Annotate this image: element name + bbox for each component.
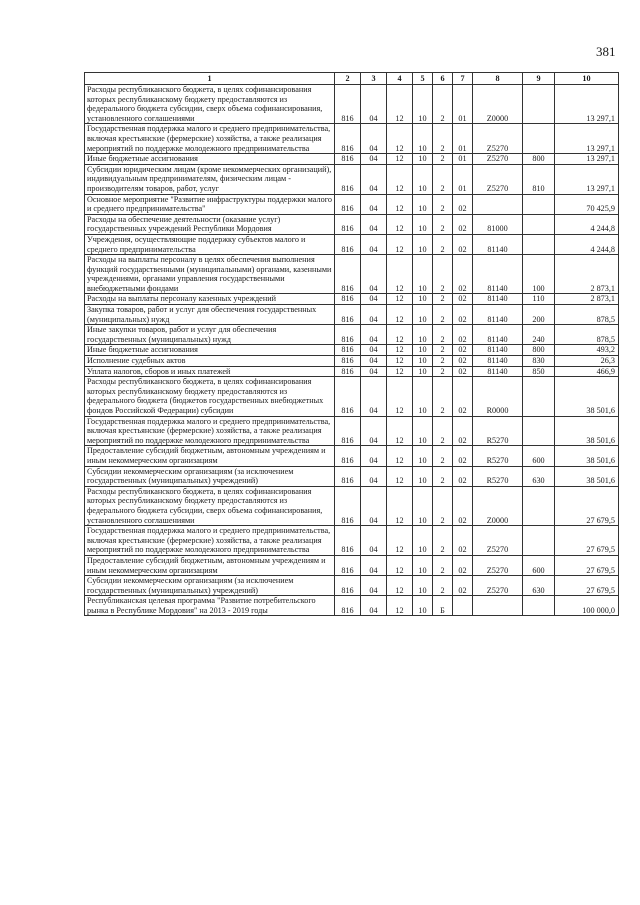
cell-direction: 81140 <box>473 255 523 294</box>
table-row <box>85 555 619 575</box>
cell-activity: 02 <box>453 377 473 416</box>
table-row <box>85 576 619 596</box>
row-description: Предоставление субсидий бюджетным, автономным учреждениям и иным некоммерческим организациям <box>85 446 335 466</box>
cell-subprogram: 2 <box>433 345 453 356</box>
cell-activity: 01 <box>453 164 473 194</box>
cell-subsection: 12 <box>387 366 413 377</box>
cell-amount: 878,5 <box>555 305 619 325</box>
cell-direction: Z5270 <box>473 526 523 556</box>
cell-section: 04 <box>361 446 387 466</box>
cell-section: 04 <box>361 526 387 556</box>
cell-ministry: 816 <box>335 446 361 466</box>
cell-section: 04 <box>361 555 387 575</box>
cell-subsection: 12 <box>387 214 413 234</box>
row-description: Государственная поддержка малого и среднего предпринимательства, включая крестьянские (фермерские) хозяйства, а также реализация мероприятий по поддержке молодежного предпринимательства <box>85 526 335 556</box>
cell-subsection: 12 <box>387 446 413 466</box>
cell-subsection: 12 <box>387 416 413 446</box>
cell-direction: 81140 <box>473 366 523 377</box>
cell-section: 04 <box>361 325 387 345</box>
cell-ministry: 816 <box>335 234 361 254</box>
cell-amount: 26,3 <box>555 356 619 367</box>
cell-expense-type <box>523 85 555 124</box>
table-row <box>85 416 619 446</box>
cell-expense-type <box>523 124 555 154</box>
cell-direction: R5270 <box>473 416 523 446</box>
cell-direction: 81140 <box>473 345 523 356</box>
cell-expense-type <box>523 234 555 254</box>
table-row <box>85 325 619 345</box>
cell-activity: 02 <box>453 555 473 575</box>
cell-expense-type: 200 <box>523 305 555 325</box>
cell-direction <box>473 194 523 214</box>
cell-section: 04 <box>361 305 387 325</box>
cell-amount: 13 297,1 <box>555 154 619 165</box>
cell-direction: 81140 <box>473 234 523 254</box>
cell-program: 10 <box>413 234 433 254</box>
cell-subsection: 12 <box>387 194 413 214</box>
cell-amount: 466,9 <box>555 366 619 377</box>
table-row <box>85 85 619 124</box>
cell-subprogram: 2 <box>433 194 453 214</box>
cell-activity: 01 <box>453 154 473 165</box>
row-description: Исполнение судебных актов <box>85 356 335 367</box>
table-row <box>85 164 619 194</box>
cell-activity: 02 <box>453 255 473 294</box>
cell-subsection: 12 <box>387 154 413 165</box>
cell-subprogram: 2 <box>433 325 453 345</box>
row-description: Государственная поддержка малого и среднего предпринимательства, включая крестьянские (фермерские) хозяйства, а также реализация мероприятий по поддержке молодежного предпринимательства <box>85 124 335 154</box>
cell-amount: 13 297,1 <box>555 124 619 154</box>
cell-activity: 02 <box>453 526 473 556</box>
cell-direction: Z5270 <box>473 124 523 154</box>
cell-expense-type: 800 <box>523 345 555 356</box>
cell-subsection: 12 <box>387 234 413 254</box>
cell-subsection: 12 <box>387 164 413 194</box>
cell-subprogram: 2 <box>433 446 453 466</box>
cell-subsection: 12 <box>387 596 413 616</box>
cell-program: 10 <box>413 305 433 325</box>
cell-subsection: 12 <box>387 555 413 575</box>
cell-subprogram: 2 <box>433 555 453 575</box>
cell-expense-type: 100 <box>523 255 555 294</box>
cell-program: 10 <box>413 154 433 165</box>
cell-expense-type: 830 <box>523 356 555 367</box>
row-description: Расходы республиканского бюджета, в целях софинансирования которых республиканскому бюджету предоставляются из федерального бюджета (бюджетов государственных внебюджетных фондов Российской Федерации) субсидии <box>85 377 335 416</box>
row-description: Основное мероприятие "Развитие инфраструктуры поддержки малого и среднего предпринимательства" <box>85 194 335 214</box>
cell-section: 04 <box>361 345 387 356</box>
cell-section: 04 <box>361 377 387 416</box>
column-header: 8 <box>473 73 523 85</box>
cell-activity: 02 <box>453 466 473 486</box>
cell-direction <box>473 596 523 616</box>
row-description: Закупка товаров, работ и услуг для обеспечения государственных (муниципальных) нужд <box>85 305 335 325</box>
cell-section: 04 <box>361 194 387 214</box>
column-header: 10 <box>555 73 619 85</box>
cell-subprogram: Б <box>433 596 453 616</box>
table-row <box>85 305 619 325</box>
cell-direction: Z5270 <box>473 154 523 165</box>
cell-subprogram: 2 <box>433 377 453 416</box>
table-row <box>85 446 619 466</box>
table-row <box>85 194 619 214</box>
table-row <box>85 124 619 154</box>
table-row <box>85 366 619 377</box>
cell-expense-type <box>523 214 555 234</box>
cell-amount: 2 873,1 <box>555 255 619 294</box>
table-row <box>85 154 619 165</box>
cell-program: 10 <box>413 345 433 356</box>
cell-ministry: 816 <box>335 377 361 416</box>
row-description: Субсидии юридическим лицам (кроме некоммерческих организаций), индивидуальным предпринимателям, физическим лицам - производителям товаров, работ, услуг <box>85 164 335 194</box>
cell-amount: 38 501,6 <box>555 416 619 446</box>
cell-program: 10 <box>413 377 433 416</box>
cell-subsection: 12 <box>387 345 413 356</box>
cell-direction: 81000 <box>473 214 523 234</box>
cell-section: 04 <box>361 294 387 305</box>
table-row <box>85 596 619 616</box>
cell-program: 10 <box>413 124 433 154</box>
row-description: Субсидии некоммерческим организациям (за исключением государственных (муниципальных) учреждений) <box>85 576 335 596</box>
cell-subprogram: 2 <box>433 214 453 234</box>
cell-subprogram: 2 <box>433 576 453 596</box>
cell-program: 10 <box>413 596 433 616</box>
cell-activity: 02 <box>453 446 473 466</box>
row-description: Иные бюджетные ассигнования <box>85 345 335 356</box>
table-row <box>85 234 619 254</box>
cell-subprogram: 2 <box>433 164 453 194</box>
cell-subprogram: 2 <box>433 486 453 525</box>
cell-subprogram: 2 <box>433 154 453 165</box>
cell-direction: Z5270 <box>473 555 523 575</box>
cell-amount: 13 297,1 <box>555 85 619 124</box>
cell-direction: Z0000 <box>473 85 523 124</box>
row-description: Предоставление субсидий бюджетным, автономным учреждениям и иным некоммерческим организациям <box>85 555 335 575</box>
cell-subprogram: 2 <box>433 124 453 154</box>
cell-subprogram: 2 <box>433 234 453 254</box>
row-description: Расходы на обеспечение деятельности (оказание услуг) государственных учреждений Республики Мордовия <box>85 214 335 234</box>
cell-expense-type <box>523 486 555 525</box>
cell-subsection: 12 <box>387 486 413 525</box>
column-header: 5 <box>413 73 433 85</box>
cell-expense-type: 630 <box>523 466 555 486</box>
cell-expense-type: 600 <box>523 555 555 575</box>
cell-program: 10 <box>413 555 433 575</box>
cell-program: 10 <box>413 194 433 214</box>
cell-section: 04 <box>361 164 387 194</box>
cell-subprogram: 2 <box>433 526 453 556</box>
cell-activity: 02 <box>453 325 473 345</box>
cell-direction: R0000 <box>473 377 523 416</box>
cell-amount: 2 873,1 <box>555 294 619 305</box>
cell-direction: R5270 <box>473 466 523 486</box>
column-header: 1 <box>85 73 335 85</box>
cell-section: 04 <box>361 466 387 486</box>
cell-subsection: 12 <box>387 466 413 486</box>
cell-ministry: 816 <box>335 555 361 575</box>
cell-subprogram: 2 <box>433 416 453 446</box>
cell-section: 04 <box>361 356 387 367</box>
table-row <box>85 255 619 294</box>
cell-program: 10 <box>413 294 433 305</box>
cell-amount: 4 244,8 <box>555 214 619 234</box>
cell-section: 04 <box>361 85 387 124</box>
cell-ministry: 816 <box>335 85 361 124</box>
cell-amount: 27 679,5 <box>555 555 619 575</box>
cell-subprogram: 2 <box>433 85 453 124</box>
cell-subprogram: 2 <box>433 305 453 325</box>
cell-amount: 27 679,5 <box>555 526 619 556</box>
cell-section: 04 <box>361 234 387 254</box>
row-description: Уплата налогов, сборов и иных платежей <box>85 366 335 377</box>
cell-amount: 27 679,5 <box>555 576 619 596</box>
cell-ministry: 816 <box>335 596 361 616</box>
budget-table <box>84 72 619 616</box>
cell-subsection: 12 <box>387 85 413 124</box>
cell-ministry: 816 <box>335 305 361 325</box>
cell-expense-type: 630 <box>523 576 555 596</box>
cell-expense-type: 850 <box>523 366 555 377</box>
cell-ministry: 816 <box>335 214 361 234</box>
cell-program: 10 <box>413 85 433 124</box>
cell-expense-type: 600 <box>523 446 555 466</box>
row-description: Субсидии некоммерческим организациям (за исключением государственных (муниципальных) учреждений) <box>85 466 335 486</box>
cell-subprogram: 2 <box>433 255 453 294</box>
cell-expense-type <box>523 377 555 416</box>
row-description: Расходы на выплаты персоналу в целях обеспечения выполнения функций государственными (муниципальными) органами, казенными учреждениями, органами управления государственными внебюджетными фондами <box>85 255 335 294</box>
cell-subsection: 12 <box>387 124 413 154</box>
cell-amount: 878,5 <box>555 325 619 345</box>
cell-program: 10 <box>413 164 433 194</box>
cell-section: 04 <box>361 124 387 154</box>
cell-ministry: 816 <box>335 154 361 165</box>
cell-direction: 81140 <box>473 325 523 345</box>
cell-direction: 81140 <box>473 305 523 325</box>
cell-ministry: 816 <box>335 526 361 556</box>
cell-section: 04 <box>361 596 387 616</box>
cell-ministry: 816 <box>335 576 361 596</box>
cell-ministry: 816 <box>335 325 361 345</box>
page-number: 381 <box>596 44 616 59</box>
cell-ministry: 816 <box>335 124 361 154</box>
cell-amount: 100 000,0 <box>555 596 619 616</box>
cell-program: 10 <box>413 576 433 596</box>
cell-subprogram: 2 <box>433 366 453 377</box>
cell-activity: 01 <box>453 124 473 154</box>
cell-section: 04 <box>361 255 387 294</box>
cell-ministry: 816 <box>335 366 361 377</box>
column-header: 6 <box>433 73 453 85</box>
row-description: Расходы республиканского бюджета, в целях софинансирования которых республиканскому бюджету предоставляются из федерального бюджета субсидии, сверх объема софинансирования, установленного соглашениями <box>85 486 335 525</box>
cell-program: 10 <box>413 486 433 525</box>
cell-ministry: 816 <box>335 194 361 214</box>
cell-program: 10 <box>413 526 433 556</box>
row-description: Государственная поддержка малого и среднего предпринимательства, включая крестьянские (фермерские) хозяйства, а также реализация мероприятий по поддержке молодежного предпринимательства <box>85 416 335 446</box>
cell-activity: 02 <box>453 356 473 367</box>
column-header: 9 <box>523 73 555 85</box>
cell-activity: 02 <box>453 416 473 446</box>
cell-subsection: 12 <box>387 526 413 556</box>
cell-ministry: 816 <box>335 345 361 356</box>
row-description: Расходы республиканского бюджета, в целях софинансирования которых республиканскому бюджету предоставляются из федерального бюджета субсидии, сверх объема софинансирования, установленного соглашениями <box>85 85 335 124</box>
table-row <box>85 214 619 234</box>
cell-direction: 81140 <box>473 294 523 305</box>
cell-subprogram: 2 <box>433 294 453 305</box>
cell-program: 10 <box>413 466 433 486</box>
table-row <box>85 345 619 356</box>
table-row <box>85 356 619 367</box>
cell-expense-type: 110 <box>523 294 555 305</box>
table-row <box>85 486 619 525</box>
column-header: 4 <box>387 73 413 85</box>
cell-activity: 02 <box>453 294 473 305</box>
cell-expense-type: 810 <box>523 164 555 194</box>
cell-section: 04 <box>361 154 387 165</box>
cell-activity: 02 <box>453 366 473 377</box>
cell-direction: 81140 <box>473 356 523 367</box>
cell-activity: 02 <box>453 214 473 234</box>
cell-program: 10 <box>413 416 433 446</box>
cell-ministry: 816 <box>335 416 361 446</box>
cell-subsection: 12 <box>387 305 413 325</box>
cell-activity <box>453 596 473 616</box>
cell-amount: 493,2 <box>555 345 619 356</box>
column-header: 2 <box>335 73 361 85</box>
cell-program: 10 <box>413 356 433 367</box>
cell-subsection: 12 <box>387 325 413 345</box>
row-description: Иные бюджетные ассигнования <box>85 154 335 165</box>
cell-ministry: 816 <box>335 486 361 525</box>
cell-amount: 70 425,9 <box>555 194 619 214</box>
row-description: Учреждения, осуществляющие поддержку субъектов малого и среднего предпринимательства <box>85 234 335 254</box>
cell-subsection: 12 <box>387 356 413 367</box>
cell-ministry: 816 <box>335 294 361 305</box>
table-row <box>85 294 619 305</box>
cell-amount: 27 679,5 <box>555 486 619 525</box>
cell-expense-type <box>523 526 555 556</box>
cell-expense-type: 240 <box>523 325 555 345</box>
row-description: Республиканская целевая программа "Развитие потребительского рынка в Республике Мордовия" на 2013 - 2019 годы <box>85 596 335 616</box>
row-description: Иные закупки товаров, работ и услуг для обеспечения государственных (муниципальных) нужд <box>85 325 335 345</box>
column-header: 3 <box>361 73 387 85</box>
cell-expense-type <box>523 194 555 214</box>
cell-subprogram: 2 <box>433 466 453 486</box>
cell-program: 10 <box>413 446 433 466</box>
cell-section: 04 <box>361 214 387 234</box>
cell-amount: 13 297,1 <box>555 164 619 194</box>
cell-activity: 02 <box>453 486 473 525</box>
table-row <box>85 466 619 486</box>
table-row <box>85 526 619 556</box>
cell-ministry: 816 <box>335 164 361 194</box>
cell-direction: Z0000 <box>473 486 523 525</box>
cell-subprogram: 2 <box>433 356 453 367</box>
cell-expense-type <box>523 596 555 616</box>
cell-section: 04 <box>361 486 387 525</box>
cell-subsection: 12 <box>387 377 413 416</box>
cell-program: 10 <box>413 255 433 294</box>
cell-section: 04 <box>361 576 387 596</box>
cell-activity: 02 <box>453 305 473 325</box>
cell-ministry: 816 <box>335 255 361 294</box>
column-header: 7 <box>453 73 473 85</box>
cell-direction: Z5270 <box>473 164 523 194</box>
cell-program: 10 <box>413 214 433 234</box>
cell-expense-type: 800 <box>523 154 555 165</box>
cell-section: 04 <box>361 416 387 446</box>
table-row <box>85 377 619 416</box>
cell-ministry: 816 <box>335 466 361 486</box>
cell-subsection: 12 <box>387 294 413 305</box>
cell-activity: 02 <box>453 576 473 596</box>
cell-program: 10 <box>413 325 433 345</box>
cell-expense-type <box>523 416 555 446</box>
cell-activity: 02 <box>453 234 473 254</box>
cell-section: 04 <box>361 366 387 377</box>
cell-amount: 38 501,6 <box>555 446 619 466</box>
cell-amount: 38 501,6 <box>555 377 619 416</box>
cell-activity: 01 <box>453 85 473 124</box>
cell-program: 10 <box>413 366 433 377</box>
cell-direction: Z5270 <box>473 576 523 596</box>
cell-activity: 02 <box>453 345 473 356</box>
cell-activity: 02 <box>453 194 473 214</box>
cell-ministry: 816 <box>335 356 361 367</box>
table-header-row <box>85 73 619 85</box>
cell-amount: 38 501,6 <box>555 466 619 486</box>
cell-direction: R5270 <box>473 446 523 466</box>
cell-amount: 4 244,8 <box>555 234 619 254</box>
cell-subsection: 12 <box>387 576 413 596</box>
row-description: Расходы на выплаты персоналу казенных учреждений <box>85 294 335 305</box>
cell-subsection: 12 <box>387 255 413 294</box>
